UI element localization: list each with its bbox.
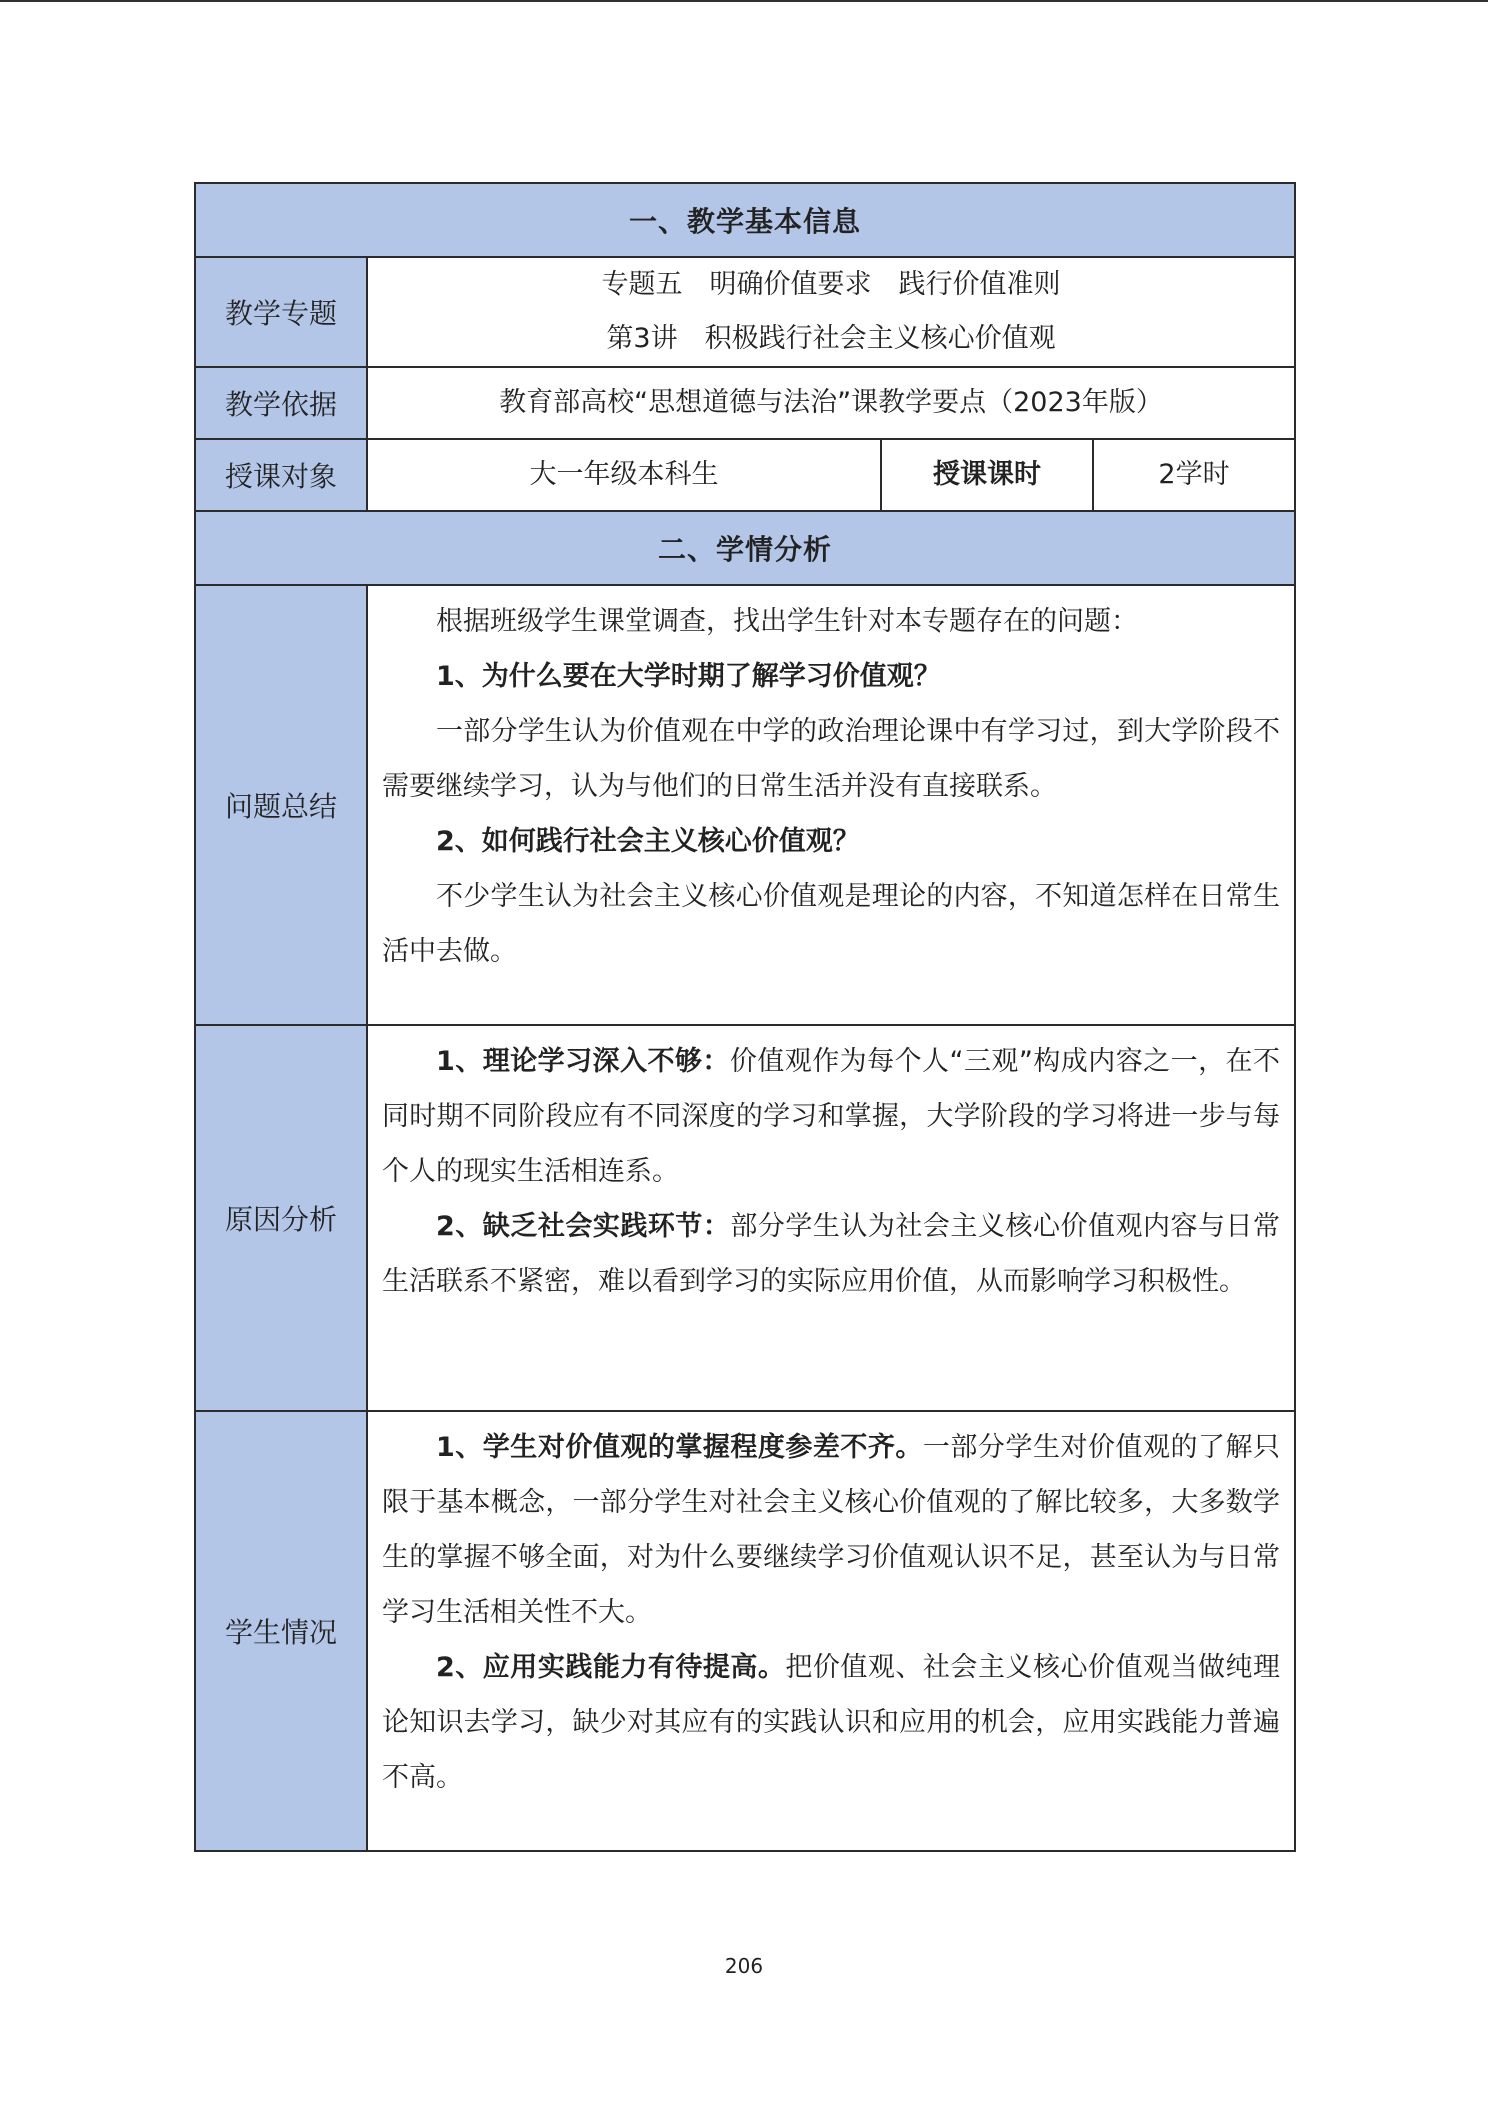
student-point-1-title: 1、学生对价值观的掌握程度参差不齐。: [436, 1432, 923, 1463]
problems-label: 问题总结: [195, 585, 367, 1025]
student-point-2: [382, 1640, 1280, 1805]
problem-answer-2: 不少学生认为社会主义核心价值观是理论的内容，不知道怎样在日常生活中去做。: [382, 881, 1281, 967]
basis-value: 教育部高校“思想道德与法治”课教学要点（2023年版）: [367, 367, 1295, 439]
reasons-label: 原因分析: [195, 1025, 367, 1411]
page-number: 206: [724, 1954, 764, 1978]
topic-line-1: 专题五 明确价值要求 践行价值准则: [601, 269, 1061, 300]
reason-2: [382, 1199, 1280, 1309]
reason-2-text: 部分学生认为社会主义核心价值观内容与日常生活联系不紧密，难以看到学习的实际应用价值，从而影响学习积极性。: [382, 1211, 1281, 1297]
teaching-plan-table: [194, 182, 1296, 1852]
student-point-2-text: 把价值观、社会主义核心价值观当做纯理论知识去学习，缺少对其应有的实践认识和应用的机会，应用实践能力普遍不高。: [382, 1652, 1281, 1793]
problems-intro: 根据班级学生课堂调查，找出学生针对本专题存在的问题：: [436, 606, 1138, 637]
audience-value: 大一年级本科生: [367, 439, 881, 511]
student-point-1-text: 一部分学生对价值观的了解只限于基本概念，一部分学生对社会主义核心价值观的了解比较多，大多数学生的掌握不够全面，对为什么要继续学习价值观认识不足，甚至认为与日常学习生活相关性不大。: [382, 1432, 1281, 1628]
section-header-learning-analysis: 二、学情分析: [195, 511, 1295, 585]
problem-question-1: 1、为什么要在大学时期了解学习价值观？: [436, 661, 941, 692]
reason-1-text: 价值观作为每个人“三观”构成内容之一，在不同时期不同阶段应有不同深度的学习和掌握，大学阶段的学习将进一步与每个人的现实生活相连系。: [382, 1046, 1281, 1187]
students-content: [367, 1411, 1295, 1851]
hours-value: 2学时: [1093, 439, 1295, 511]
audience-label: 授课对象: [195, 439, 367, 511]
problem-answer-1: 一部分学生认为价值观在中学的政治理论课中有学习过，到大学阶段不需要继续学习，认为与他们的日常生活并没有直接联系。: [382, 716, 1281, 802]
problem-question-2: 2、如何践行社会主义核心价值观？: [436, 826, 860, 857]
reason-2-title: 2、缺乏社会实践环节：: [436, 1211, 731, 1242]
student-point-2-title: 2、应用实践能力有待提高。: [436, 1652, 786, 1683]
basis-label: 教学依据: [195, 367, 367, 439]
topic-label: 教学专题: [195, 257, 367, 367]
top-border-line: [0, 0, 1488, 2]
students-label: 学生情况: [195, 1411, 367, 1851]
reason-1: [382, 1034, 1280, 1199]
topic-line-2: 第3讲 积极践行社会主义核心价值观: [606, 323, 1056, 354]
reasons-content: [367, 1025, 1295, 1411]
section-header-basic-info: 一、教学基本信息: [195, 183, 1295, 257]
topic-value: [367, 257, 1295, 367]
problems-content: [367, 585, 1295, 1025]
reason-1-title: 1、理论学习深入不够：: [436, 1046, 730, 1077]
hours-label: 授课课时: [881, 439, 1093, 511]
student-point-1: [382, 1420, 1280, 1640]
